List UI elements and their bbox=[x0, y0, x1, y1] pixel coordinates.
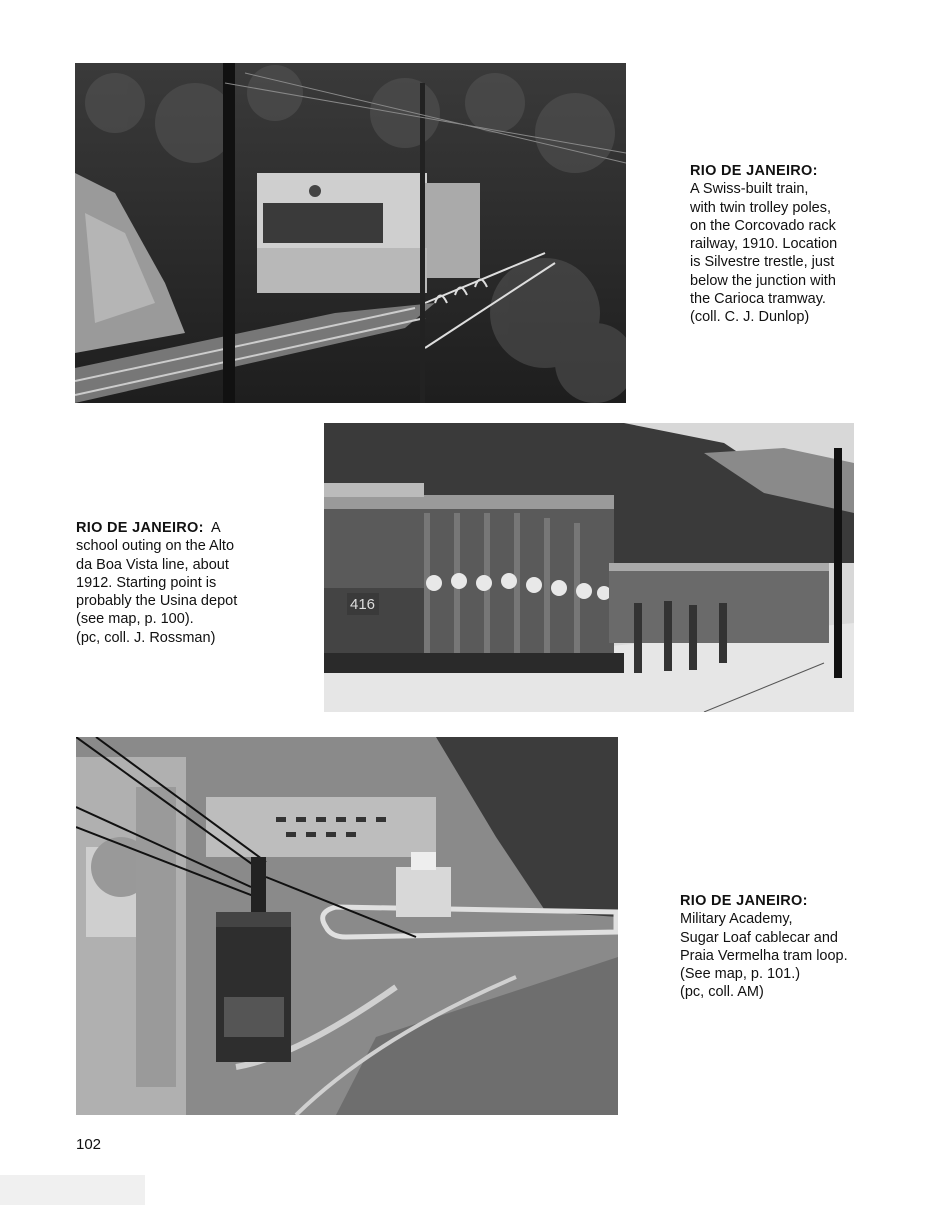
caption-line: Sugar Loaf cablecar and bbox=[680, 929, 838, 946]
caption-line: (pc, coll. J. Rossman) bbox=[76, 629, 216, 646]
caption-line: Praia Vermelha tram loop. bbox=[680, 947, 848, 964]
caption-line: with twin trolley poles, bbox=[690, 199, 832, 216]
alto-da-boa-vista-tram-photo bbox=[324, 423, 854, 712]
caption-line: probably the Usina depot bbox=[76, 593, 238, 610]
caption-line: Military Academy, bbox=[680, 911, 793, 928]
caption-heading-tail: A bbox=[211, 520, 221, 536]
caption-line: school outing on the Alto bbox=[76, 538, 235, 555]
caption-heading-row bbox=[76, 519, 266, 537]
page-number: 102 bbox=[76, 1136, 102, 1153]
caption-line: 1912. Starting point is bbox=[76, 574, 217, 591]
caption-line: (See map, p. 101.) bbox=[680, 966, 801, 983]
tram-car-number: 416 bbox=[350, 596, 376, 613]
caption-line: A Swiss-built train, bbox=[690, 181, 809, 198]
corcovado-rack-train-photo bbox=[75, 63, 626, 403]
caption-alto-da-boa-vista bbox=[76, 519, 266, 647]
caption-heading: RIO DE JANEIRO: bbox=[76, 520, 204, 536]
caption-line: da Boa Vista line, about bbox=[76, 556, 229, 573]
caption-line: (pc, coll. AM) bbox=[680, 984, 764, 1001]
caption-line: on the Corcovado rack bbox=[690, 217, 836, 234]
caption-heading: RIO DE JANEIRO: bbox=[690, 163, 818, 179]
caption-heading: RIO DE JANEIRO: bbox=[680, 893, 808, 909]
caption-line: (see map, p. 100). bbox=[76, 611, 194, 628]
caption-line: railway, 1910. Location bbox=[690, 236, 838, 253]
caption-sugar-loaf bbox=[680, 892, 880, 1002]
caption-line: is Silvestre trestle, just bbox=[690, 254, 835, 271]
caption-line: the Carioca tramway. bbox=[690, 291, 826, 308]
caption-line: (coll. C. J. Dunlop) bbox=[690, 309, 810, 326]
sugar-loaf-cablecar-photo bbox=[76, 737, 618, 1115]
caption-line: below the junction with bbox=[690, 272, 836, 289]
scan-edge bbox=[0, 1175, 145, 1205]
caption-corcovado bbox=[690, 162, 870, 327]
